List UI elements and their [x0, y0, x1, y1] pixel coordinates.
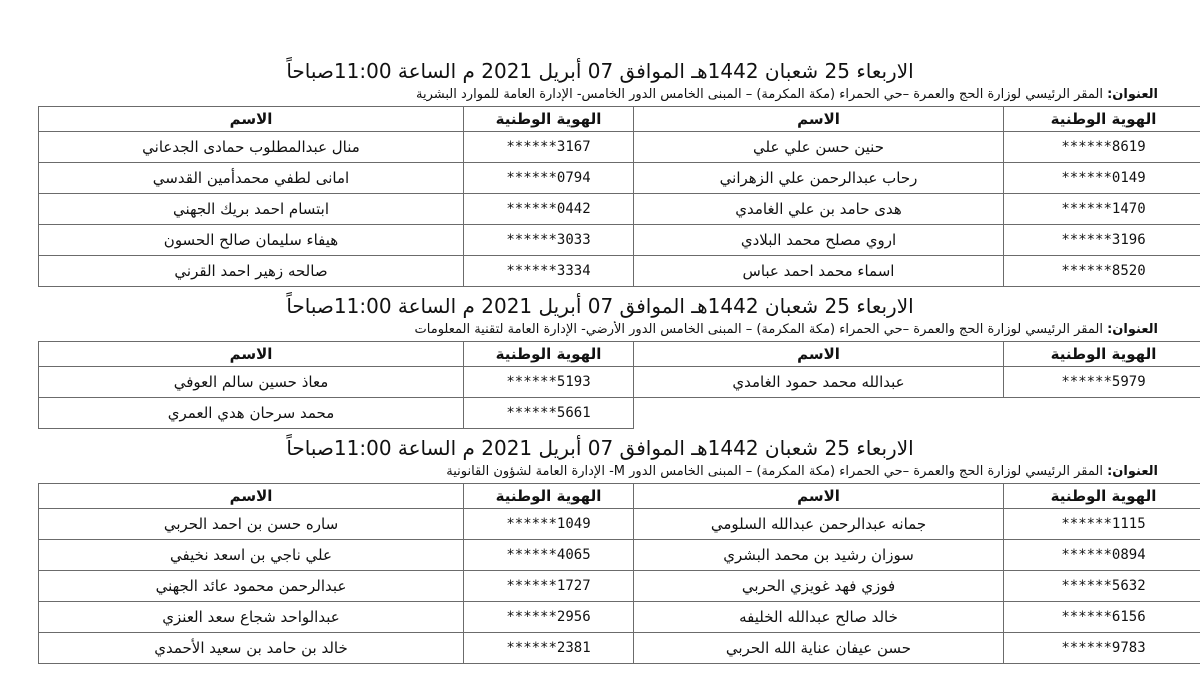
- column-header-id: الهوية الوطنية: [464, 484, 634, 509]
- section-address: [0, 321, 1200, 341]
- name-cell: خالد صالح عبدالله الخليفه: [634, 602, 1004, 633]
- name-cell: حسن عيفان عناية الله الحربي: [634, 633, 1004, 664]
- candidates-table: [38, 341, 1200, 429]
- national-id-cell: ******0149: [1004, 163, 1200, 194]
- name-cell: خالد بن حامد بن سعيد الأحمدي: [39, 633, 464, 664]
- address-label: العنوان:: [1107, 87, 1158, 102]
- name-cell: جمانه عبدالرحمن عبدالله السلومي: [634, 509, 1004, 540]
- national-id-cell: ******0794: [464, 163, 634, 194]
- document-page: [0, 58, 1200, 670]
- national-id-cell: ******0442: [464, 194, 634, 225]
- name-cell: عبدالواحد شجاع سعد العنزي: [39, 602, 464, 633]
- column-header-name: الاسم: [634, 484, 1004, 509]
- name-cell: علي ناجي بن اسعد نخيفي: [39, 540, 464, 571]
- name-cell: معاذ حسين سالم العوفي: [39, 367, 464, 398]
- national-id-cell: ******5632: [1004, 571, 1200, 602]
- national-id-cell: ******8619: [1004, 132, 1200, 163]
- name-cell: رحاب عبدالرحمن علي الزهراني: [634, 163, 1004, 194]
- exam-section-hr: [0, 58, 1200, 287]
- table-row: [39, 602, 1200, 633]
- national-id-cell: ******8520: [1004, 256, 1200, 287]
- national-id-cell: ******3196: [1004, 225, 1200, 256]
- national-id-cell: ******2381: [464, 633, 634, 664]
- column-header-name: الاسم: [634, 107, 1004, 132]
- column-header-id: الهوية الوطنية: [464, 342, 634, 367]
- column-header-id: الهوية الوطنية: [464, 107, 634, 132]
- table-row: [39, 256, 1200, 287]
- column-header-name: الاسم: [39, 484, 464, 509]
- table-row: [39, 225, 1200, 256]
- table-header-row: [39, 107, 1200, 132]
- table-row: [39, 571, 1200, 602]
- table-header-row: [39, 342, 1200, 367]
- national-id-cell: ******5193: [464, 367, 634, 398]
- name-cell: سوزان رشيد بن محمد البشري: [634, 540, 1004, 571]
- column-header-name: الاسم: [634, 342, 1004, 367]
- national-id-cell: ******1470: [1004, 194, 1200, 225]
- table-row: [39, 132, 1200, 163]
- national-id-cell: ******0894: [1004, 540, 1200, 571]
- name-cell: فوزي فهد غويزي الحربي: [634, 571, 1004, 602]
- name-cell: عبدالرحمن محمود عائد الجهني: [39, 571, 464, 602]
- table-row: [39, 633, 1200, 664]
- section-address: [0, 86, 1200, 106]
- empty-cell: [634, 398, 1004, 429]
- national-id-cell: ******1049: [464, 509, 634, 540]
- name-cell: حنين حسن علي علي: [634, 132, 1004, 163]
- national-id-cell: ******4065: [464, 540, 634, 571]
- column-header-name: الاسم: [39, 107, 464, 132]
- address-text: المقر الرئيسي لوزارة الحج والعمرة –حي الحمراء (مكة المكرمة) – المبنى الخامس الدور الأرضي- الإدارة العامة لتقنية المعلومات: [414, 322, 1108, 337]
- section-address: [0, 463, 1200, 483]
- national-id-cell: ******3334: [464, 256, 634, 287]
- candidates-table: [38, 483, 1200, 664]
- table-row: [39, 367, 1200, 398]
- section-heading: الاربعاء 25 شعبان 1442هـ الموافق 07 أبريل 2021 م الساعة 11:00صباحاً: [286, 59, 914, 83]
- name-cell: امانى لطفي محمدأمين القدسي: [39, 163, 464, 194]
- national-id-cell: ******9783: [1004, 633, 1200, 664]
- exam-section-legal: [0, 435, 1200, 664]
- name-cell: هدى حامد بن علي الغامدي: [634, 194, 1004, 225]
- table-row: [39, 194, 1200, 225]
- table-header-row: [39, 484, 1200, 509]
- table-row: [39, 540, 1200, 571]
- exam-section-it: [0, 293, 1200, 429]
- national-id-cell: ******1727: [464, 571, 634, 602]
- name-cell: اسماء محمد احمد عباس: [634, 256, 1004, 287]
- national-id-cell: ******3167: [464, 132, 634, 163]
- empty-cell: [1004, 398, 1200, 429]
- name-cell: ساره حسن بن احمد الحربي: [39, 509, 464, 540]
- name-cell: منال عبدالمطلوب حمادى الجدعاني: [39, 132, 464, 163]
- column-header-id: الهوية الوطنية: [1004, 342, 1200, 367]
- table-row: [39, 163, 1200, 194]
- section-heading: الاربعاء 25 شعبان 1442هـ الموافق 07 أبريل 2021 م الساعة 11:00صباحاً: [286, 294, 914, 318]
- national-id-cell: ******2956: [464, 602, 634, 633]
- national-id-cell: ******5979: [1004, 367, 1200, 398]
- national-id-cell: ******6156: [1004, 602, 1200, 633]
- name-cell: هيفاء سليمان صالح الحسون: [39, 225, 464, 256]
- table-row: [39, 509, 1200, 540]
- name-cell: محمد سرحان هدي العمري: [39, 398, 464, 429]
- national-id-cell: ******5661: [464, 398, 634, 429]
- candidates-table: [38, 106, 1200, 287]
- name-cell: ابتسام احمد بريك الجهني: [39, 194, 464, 225]
- name-cell: عبدالله محمد حمود الغامدي: [634, 367, 1004, 398]
- national-id-cell: ******3033: [464, 225, 634, 256]
- address-label: العنوان:: [1107, 322, 1158, 337]
- column-header-name: الاسم: [39, 342, 464, 367]
- table-row: [39, 398, 1200, 429]
- column-header-id: الهوية الوطنية: [1004, 107, 1200, 132]
- name-cell: صالحه زهير احمد القرني: [39, 256, 464, 287]
- section-heading: الاربعاء 25 شعبان 1442هـ الموافق 07 أبريل 2021 م الساعة 11:00صباحاً: [286, 436, 914, 460]
- column-header-id: الهوية الوطنية: [1004, 484, 1200, 509]
- national-id-cell: ******1115: [1004, 509, 1200, 540]
- address-text: المقر الرئيسي لوزارة الحج والعمرة –حي الحمراء (مكة المكرمة) – المبنى الخامس الدور M- الإدارة العامة لشؤون القانونية: [446, 464, 1108, 479]
- address-label: العنوان:: [1107, 464, 1158, 479]
- name-cell: اروي مصلح محمد البلادي: [634, 225, 1004, 256]
- address-text: المقر الرئيسي لوزارة الحج والعمرة –حي الحمراء (مكة المكرمة) – المبنى الخامس الدور الخامس- الإدارة العامة للموارد البشرية: [416, 87, 1108, 102]
